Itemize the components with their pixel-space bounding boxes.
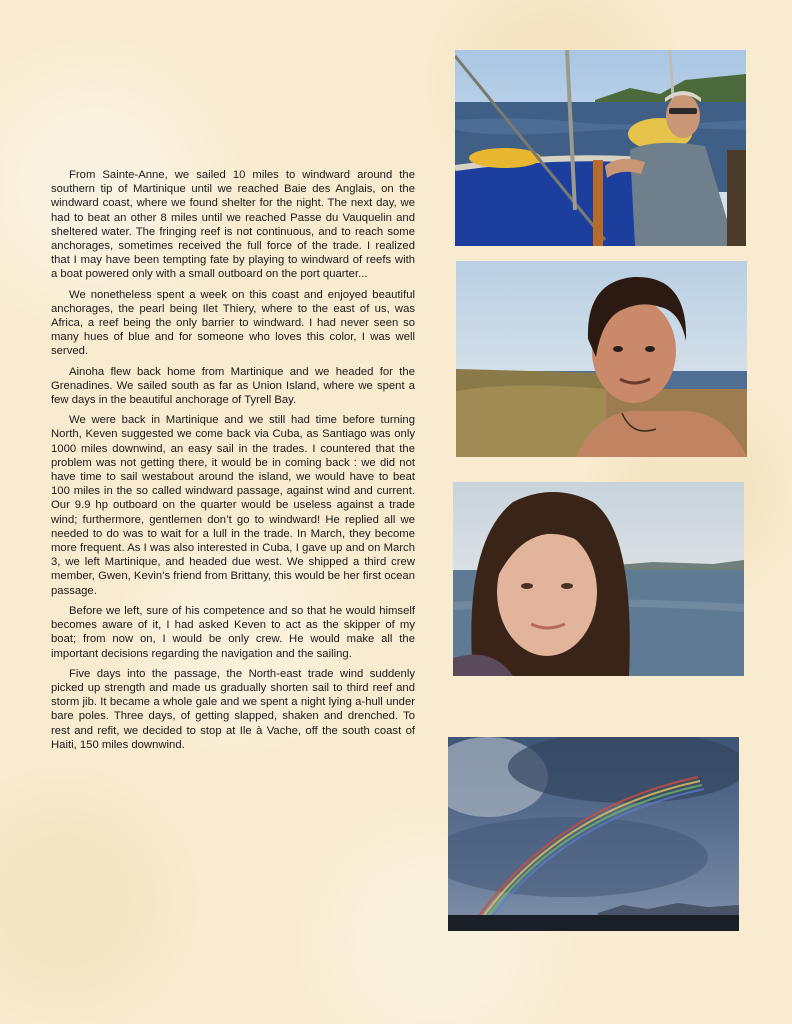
photo-rainbow-storm — [448, 737, 739, 931]
paragraph-4: We were back in Martinique and we still had time before turning North, Keven suggested we come back via Cuba, as Santiago was only 1000 miles downwind, an easy sail in the trades. I countered that the problem was not getting there, it would be in coming back : we did not have time to sail westabout around the island, we would have to beat 100 miles in the so called windward passage, against wind and current. Our 9.9 hp outboard on the quarter would be useless against a trade wind; furthermore, gentlemen don’t go to windward! He replied all we needed to do was to wait for a lull in the trade. In March, they become more frequent. As I was also interested in Cuba, I gave up and on March 3, we left Martinique, and headed due west. We shipped a third crew member, Gwen, Kevin’s friend from Brittany, this would be her first ocean passage. — [51, 414, 415, 597]
paragraph-3: Ainoha flew back home from Martinique and we headed for the Grenadines. We sailed south as far as Union Island, where we spent a few days in the beautiful anchorage of Tyrell Bay. — [51, 365, 415, 407]
photo-young-woman — [453, 482, 744, 676]
article-text — [51, 168, 415, 758]
paragraph-2: We nonetheless spent a week on this coast and enjoyed beautiful anchorages, the pearl being Ilet Thiery, where to the east of us, was Africa, a reef being the only barrier to windward. I had never seen so many hues of blue and for someone who loves this color, I was well served. — [51, 288, 415, 358]
photo-sailor-at-tiller — [455, 50, 746, 246]
photo-young-man — [456, 261, 747, 457]
paragraph-6: Five days into the passage, the North-east trade wind suddenly picked up strength and made us gradually shorten sail to third reef and storm jib. It became a whole gale and we spent a night lying a-hull under bare poles. Three days, of getting slapped, shaken and drenched. To rest and refit, we decided to stop at Ile à Vache, off the south coast of Haiti, 150 miles downwind. — [51, 667, 415, 751]
paragraph-5: Before we left, sure of his competence and so that he would himself becomes aware of it, I had asked Keven to act as the skipper of my boat; from now on, I would be only crew. He would make all the important decisions regarding the navigation and the sailing. — [51, 604, 415, 660]
paragraph-1: From Sainte-Anne, we sailed 10 miles to windward around the southern tip of Martinique until we reached Baie des Anglais, on the windward coast, where we found shelter for the night. The next day, we had to beat an other 8 miles until we reached Passe du Vauquelin and sheltered water. The fringing reef is not continuous, and to reach some anchorages, sometimes received the full force of the trade. I realized that I may have been tempting fate by playing to windward of reefs with a boat powered only with a small outboard on the port quarter... — [51, 169, 415, 281]
